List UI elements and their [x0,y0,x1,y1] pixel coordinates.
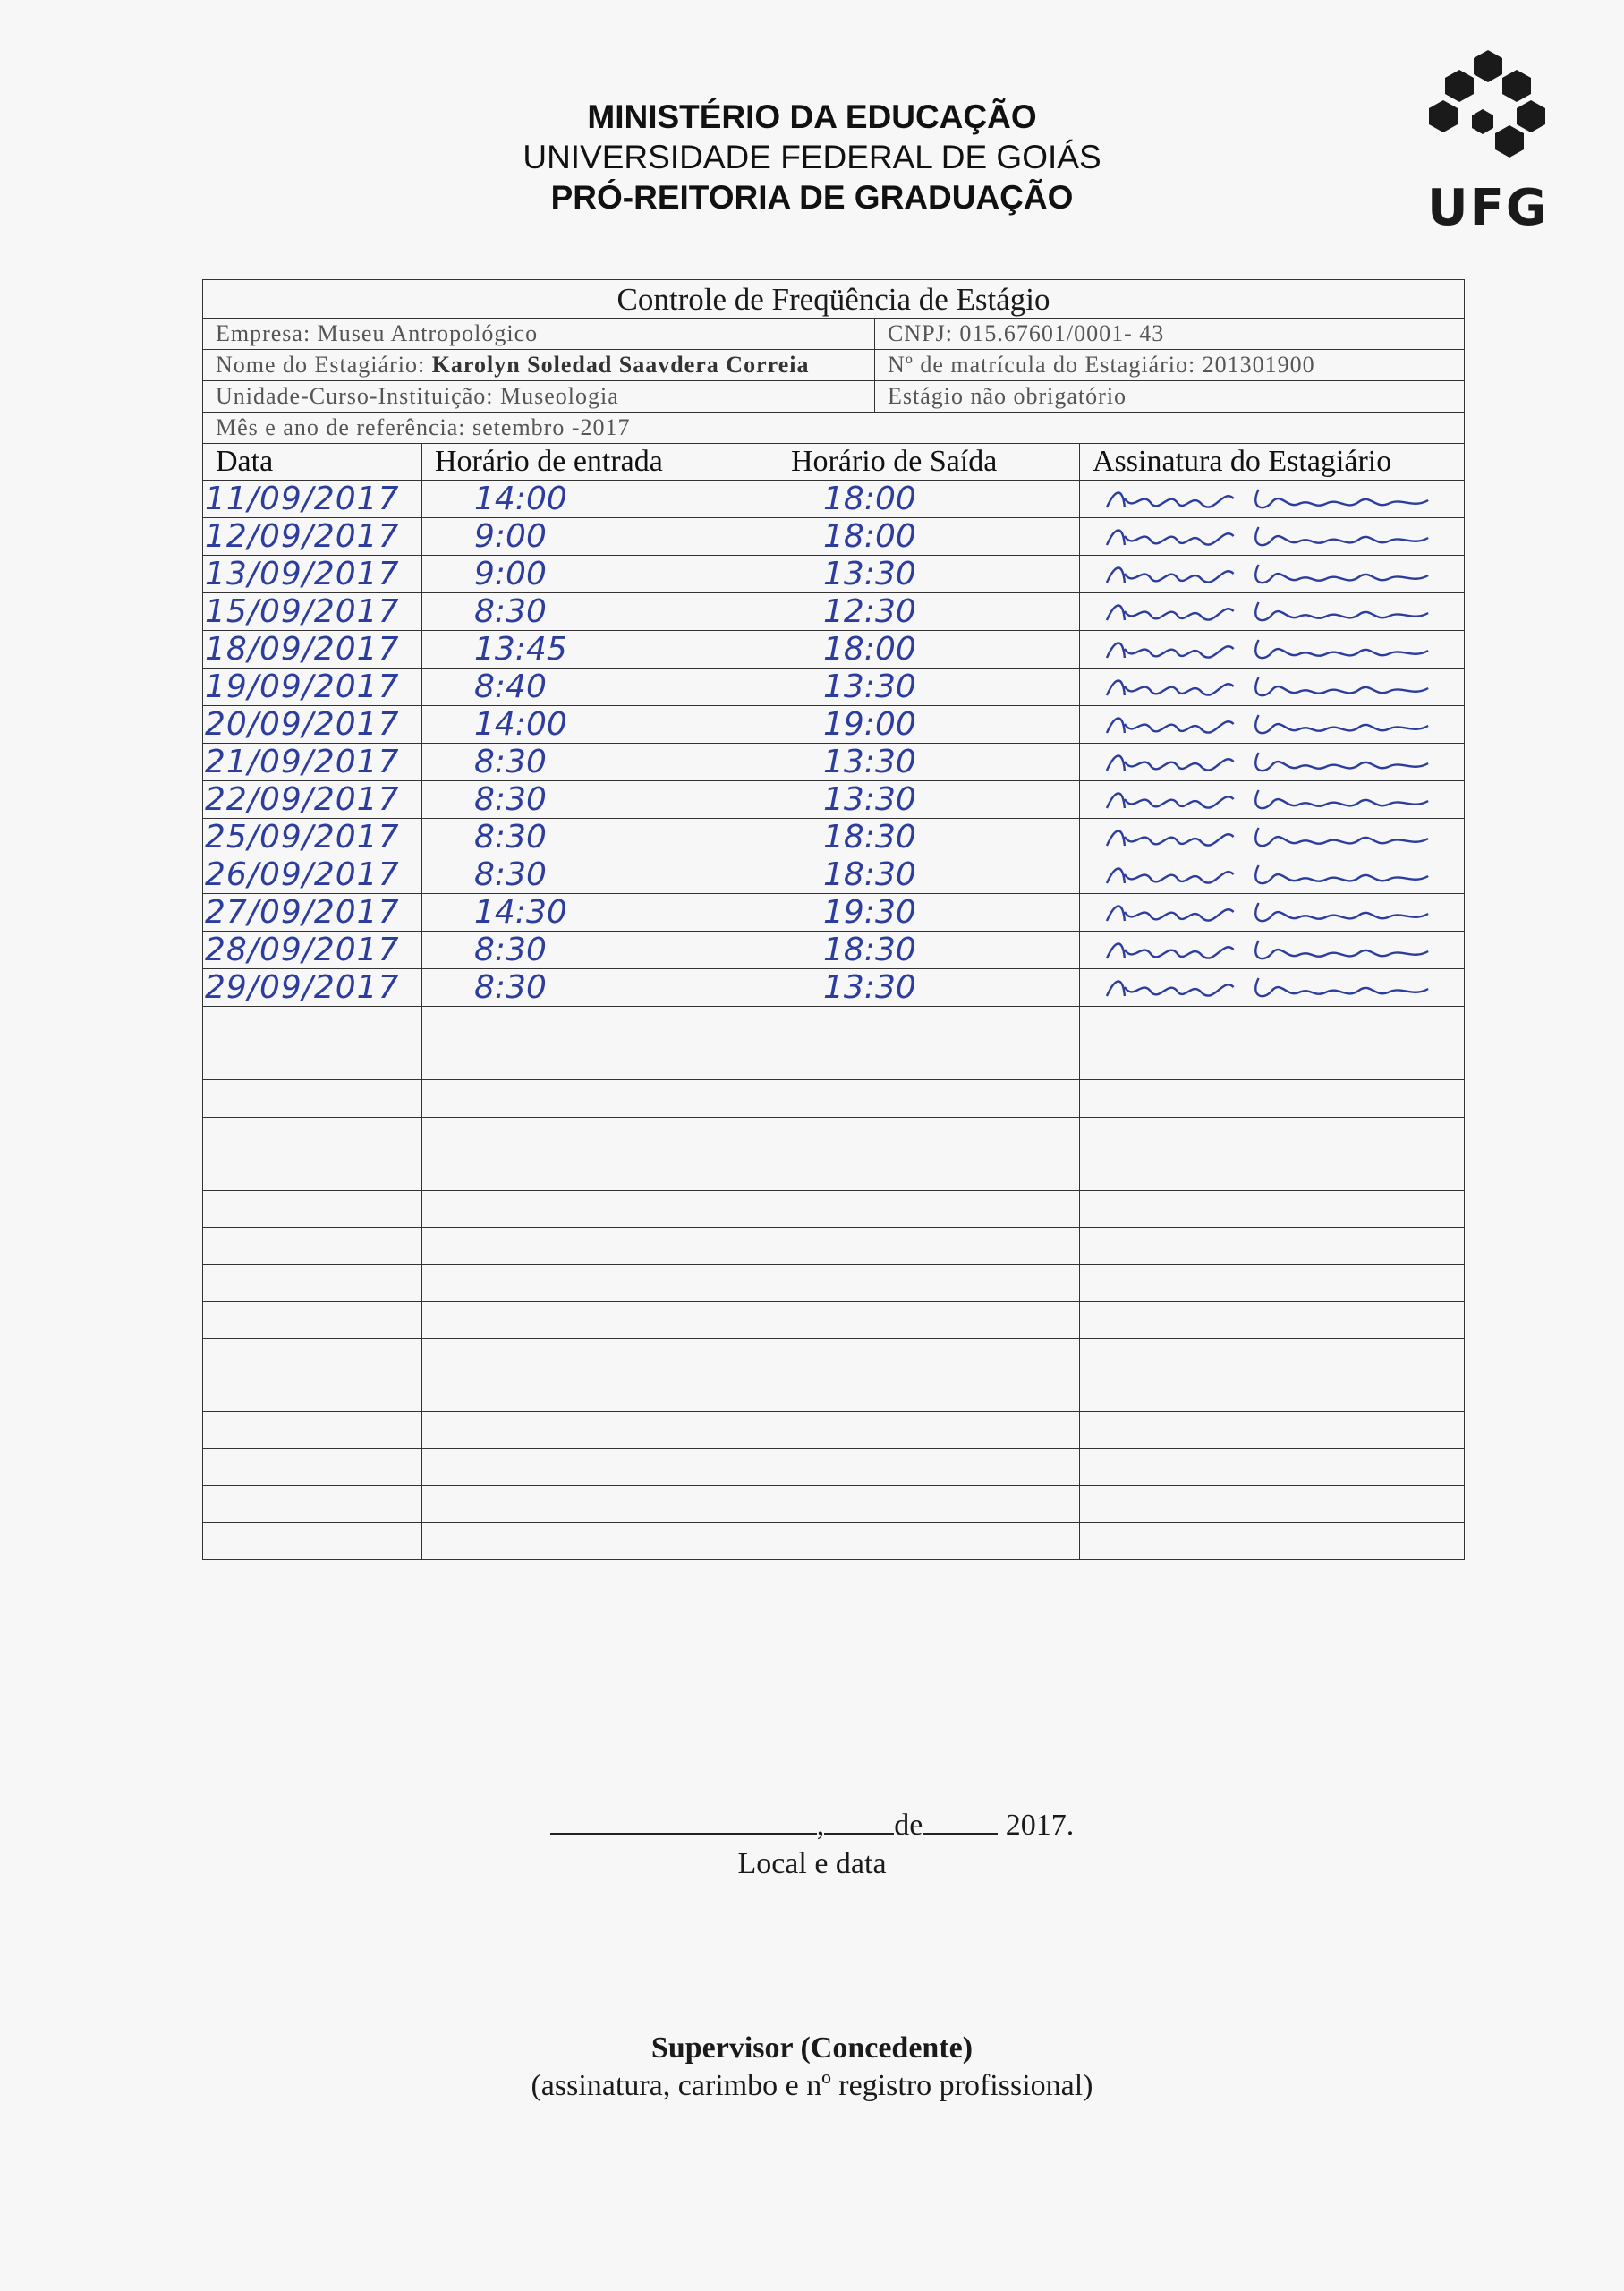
empty-entry-cell [422,1154,778,1190]
table-row [203,781,1465,819]
empty-date-cell [203,1522,422,1559]
col-header-signature: Assinatura do Estagiário [1080,444,1465,481]
signature-cell [1080,781,1465,819]
empty-entry-cell [422,1265,778,1301]
table-row [203,669,1465,706]
col-header-entry: Horário de entrada [422,444,778,481]
empty-entry-cell [422,1449,778,1486]
table-row [203,819,1465,856]
empty-date-cell [203,1375,422,1411]
supervisor-subtitle: (assinatura, carimbo e nº registro profissional) [531,2069,1093,2102]
empty-table-row [203,1522,1465,1559]
entry-time-cell: 13:45 [422,631,778,669]
empty-entry-cell [422,1117,778,1154]
empty-entry-cell [422,1190,778,1227]
empty-table-row [203,1375,1465,1411]
table-row [203,856,1465,894]
empty-signature-cell [1080,1190,1465,1227]
empty-table-row [203,1265,1465,1301]
place-blank[interactable] [550,1806,817,1835]
handwritten-signature [1080,518,1464,555]
handwritten-signature [1080,669,1464,705]
empty-signature-cell [1080,1412,1465,1449]
table-row [203,631,1465,669]
empty-date-cell [203,1486,422,1522]
handwritten-signature [1080,631,1464,668]
date-cell: 27/09/2017 [203,894,422,932]
entry-time-cell: 8:30 [422,781,778,819]
empty-exit-cell [778,1043,1080,1080]
date-comma: , [816,1809,825,1842]
empty-exit-cell [778,1265,1080,1301]
intern-name-label: Nome do Estagiário: [216,352,432,378]
empty-signature-cell [1080,1080,1465,1117]
local-data-label: Local e data [737,1847,887,1880]
empty-signature-cell [1080,1117,1465,1154]
empty-entry-cell [422,1522,778,1559]
reference-month-field: Mês e ano de referência: setembro -2017 [203,413,1465,444]
empty-exit-cell [778,1486,1080,1522]
empty-date-cell [203,1412,422,1449]
date-cell: 15/09/2017 [203,593,422,631]
empty-table-row [203,1080,1465,1117]
empty-table-row [203,1301,1465,1338]
date-cell: 13/09/2017 [203,556,422,593]
exit-time-cell: 13:30 [778,969,1080,1007]
handwritten-signature [1080,706,1464,743]
empty-signature-cell [1080,1043,1465,1080]
exit-time-cell: 18:00 [778,518,1080,556]
signature-cell [1080,518,1465,556]
handwritten-signature [1080,969,1464,1006]
exit-time-cell: 18:00 [778,481,1080,518]
table-row [203,481,1465,518]
signature-cell [1080,932,1465,969]
empty-table-row [203,1338,1465,1375]
signature-cell [1080,894,1465,932]
empty-table-row [203,1486,1465,1522]
exit-time-cell: 18:30 [778,856,1080,894]
intern-name-field [203,350,875,381]
empty-table-row [203,1007,1465,1043]
date-year: 2017. [1005,1809,1075,1842]
company-field: Empresa: Museu Antropológico [203,319,875,350]
empty-exit-cell [778,1228,1080,1265]
ministry-title: MINISTÉRIO DA EDUCAÇÃO [587,98,1037,135]
entry-time-cell: 14:00 [422,481,778,518]
empty-table-row [203,1449,1465,1486]
exit-time-cell: 19:00 [778,706,1080,744]
date-cell: 22/09/2017 [203,781,422,819]
empty-date-cell [203,1043,422,1080]
exit-time-cell: 13:30 [778,744,1080,781]
empty-exit-cell [778,1190,1080,1227]
entry-time-cell: 8:30 [422,856,778,894]
internship-type-field: Estágio não obrigatório [875,381,1465,413]
signature-cell [1080,481,1465,518]
handwritten-signature [1080,894,1464,931]
empty-date-cell [203,1301,422,1338]
empty-table-row [203,1190,1465,1227]
date-cell: 29/09/2017 [203,969,422,1007]
exit-time-cell: 13:30 [778,556,1080,593]
exit-time-cell: 19:30 [778,894,1080,932]
table-row [203,969,1465,1007]
empty-date-cell [203,1154,422,1190]
entry-time-cell: 14:00 [422,706,778,744]
signature-cell [1080,669,1465,706]
date-cell: 26/09/2017 [203,856,422,894]
empty-signature-cell [1080,1375,1465,1411]
intern-name-value: Karolyn Soledad Saavdera Correia [431,352,810,378]
ufg-logo-text: UFG [1427,179,1549,237]
entry-time-cell: 8:30 [422,744,778,781]
date-de: de [894,1809,923,1842]
empty-table-row [203,1412,1465,1449]
university-title: UNIVERSIDADE FEDERAL DE GOIÁS [523,139,1101,175]
empty-entry-cell [422,1228,778,1265]
empty-signature-cell [1080,1486,1465,1522]
entry-time-cell: 9:00 [422,518,778,556]
exit-time-cell: 13:30 [778,781,1080,819]
institution-header [0,97,1624,217]
date-cell: 28/09/2017 [203,932,422,969]
empty-exit-cell [778,1007,1080,1043]
signature-cell [1080,819,1465,856]
empty-exit-cell [778,1154,1080,1190]
entry-time-cell: 8:30 [422,969,778,1007]
date-cell: 18/09/2017 [203,631,422,669]
date-line [0,1806,1624,1843]
ufg-logo-mark [1416,45,1560,179]
col-header-exit: Horário de Saída [778,444,1080,481]
empty-exit-cell [778,1522,1080,1559]
month-blank[interactable] [923,1806,998,1835]
entry-time-cell: 8:30 [422,593,778,631]
empty-entry-cell [422,1007,778,1043]
exit-time-cell: 12:30 [778,593,1080,631]
signature-cell [1080,706,1465,744]
empty-date-cell [203,1080,422,1117]
empty-date-cell [203,1228,422,1265]
empty-signature-cell [1080,1228,1465,1265]
table-row [203,593,1465,631]
empty-signature-cell [1080,1301,1465,1338]
prorectorate-title: PRÓ-REITORIA DE GRADUAÇÃO [550,179,1074,216]
handwritten-signature [1080,556,1464,592]
table-row [203,894,1465,932]
handwritten-signature [1080,932,1464,968]
exit-time-cell: 18:00 [778,631,1080,669]
cnpj-field: CNPJ: 015.67601/0001- 43 [875,319,1465,350]
empty-date-cell [203,1007,422,1043]
empty-exit-cell [778,1338,1080,1375]
signature-cell [1080,856,1465,894]
signature-cell [1080,556,1465,593]
entry-time-cell: 14:30 [422,894,778,932]
empty-entry-cell [422,1412,778,1449]
entry-time-cell: 9:00 [422,556,778,593]
date-cell: 21/09/2017 [203,744,422,781]
table-row [203,706,1465,744]
empty-entry-cell [422,1301,778,1338]
empty-exit-cell [778,1375,1080,1411]
empty-exit-cell [778,1301,1080,1338]
empty-entry-cell [422,1043,778,1080]
empty-entry-cell [422,1375,778,1411]
empty-date-cell [203,1117,422,1154]
empty-date-cell [203,1449,422,1486]
empty-exit-cell [778,1080,1080,1117]
date-cell: 11/09/2017 [203,481,422,518]
table-row [203,556,1465,593]
exit-time-cell: 13:30 [778,669,1080,706]
empty-date-cell [203,1265,422,1301]
empty-date-cell [203,1338,422,1375]
empty-signature-cell [1080,1449,1465,1486]
enrollment-field: Nº de matrícula do Estagiário: 201301900 [875,350,1465,381]
exit-time-cell: 18:30 [778,932,1080,969]
handwritten-signature [1080,481,1464,517]
empty-table-row [203,1154,1465,1190]
empty-entry-cell [422,1080,778,1117]
handwritten-signature [1080,819,1464,856]
date-cell: 19/09/2017 [203,669,422,706]
col-header-date: Data [203,444,422,481]
exit-time-cell: 18:30 [778,819,1080,856]
empty-table-row [203,1228,1465,1265]
table-row [203,518,1465,556]
empty-table-row [203,1117,1465,1154]
table-row [203,932,1465,969]
handwritten-signature [1080,593,1464,630]
table-row [203,744,1465,781]
date-cell: 25/09/2017 [203,819,422,856]
empty-entry-cell [422,1338,778,1375]
course-field: Unidade-Curso-Instituição: Museologia [203,381,875,413]
empty-table-row [203,1043,1465,1080]
entry-time-cell: 8:30 [422,932,778,969]
empty-exit-cell [778,1412,1080,1449]
date-cell: 20/09/2017 [203,706,422,744]
handwritten-signature [1080,856,1464,893]
supervisor-title: Supervisor (Concedente) [650,2031,974,2065]
signature-cell [1080,744,1465,781]
handwritten-signature [1080,781,1464,818]
entry-time-cell: 8:40 [422,669,778,706]
empty-signature-cell [1080,1338,1465,1375]
empty-exit-cell [778,1449,1080,1486]
day-blank[interactable] [824,1806,894,1835]
empty-entry-cell [422,1486,778,1522]
entry-time-cell: 8:30 [422,819,778,856]
empty-exit-cell [778,1117,1080,1154]
handwritten-signature [1080,744,1464,780]
signature-cell [1080,969,1465,1007]
empty-date-cell [203,1190,422,1227]
empty-signature-cell [1080,1007,1465,1043]
ufg-logo [1416,45,1560,237]
empty-signature-cell [1080,1265,1465,1301]
date-cell: 12/09/2017 [203,518,422,556]
form-title: Controle de Freqüência de Estágio [203,280,1465,319]
attendance-table [202,279,1465,1560]
signature-cell [1080,593,1465,631]
empty-signature-cell [1080,1154,1465,1190]
empty-signature-cell [1080,1522,1465,1559]
signature-cell [1080,631,1465,669]
